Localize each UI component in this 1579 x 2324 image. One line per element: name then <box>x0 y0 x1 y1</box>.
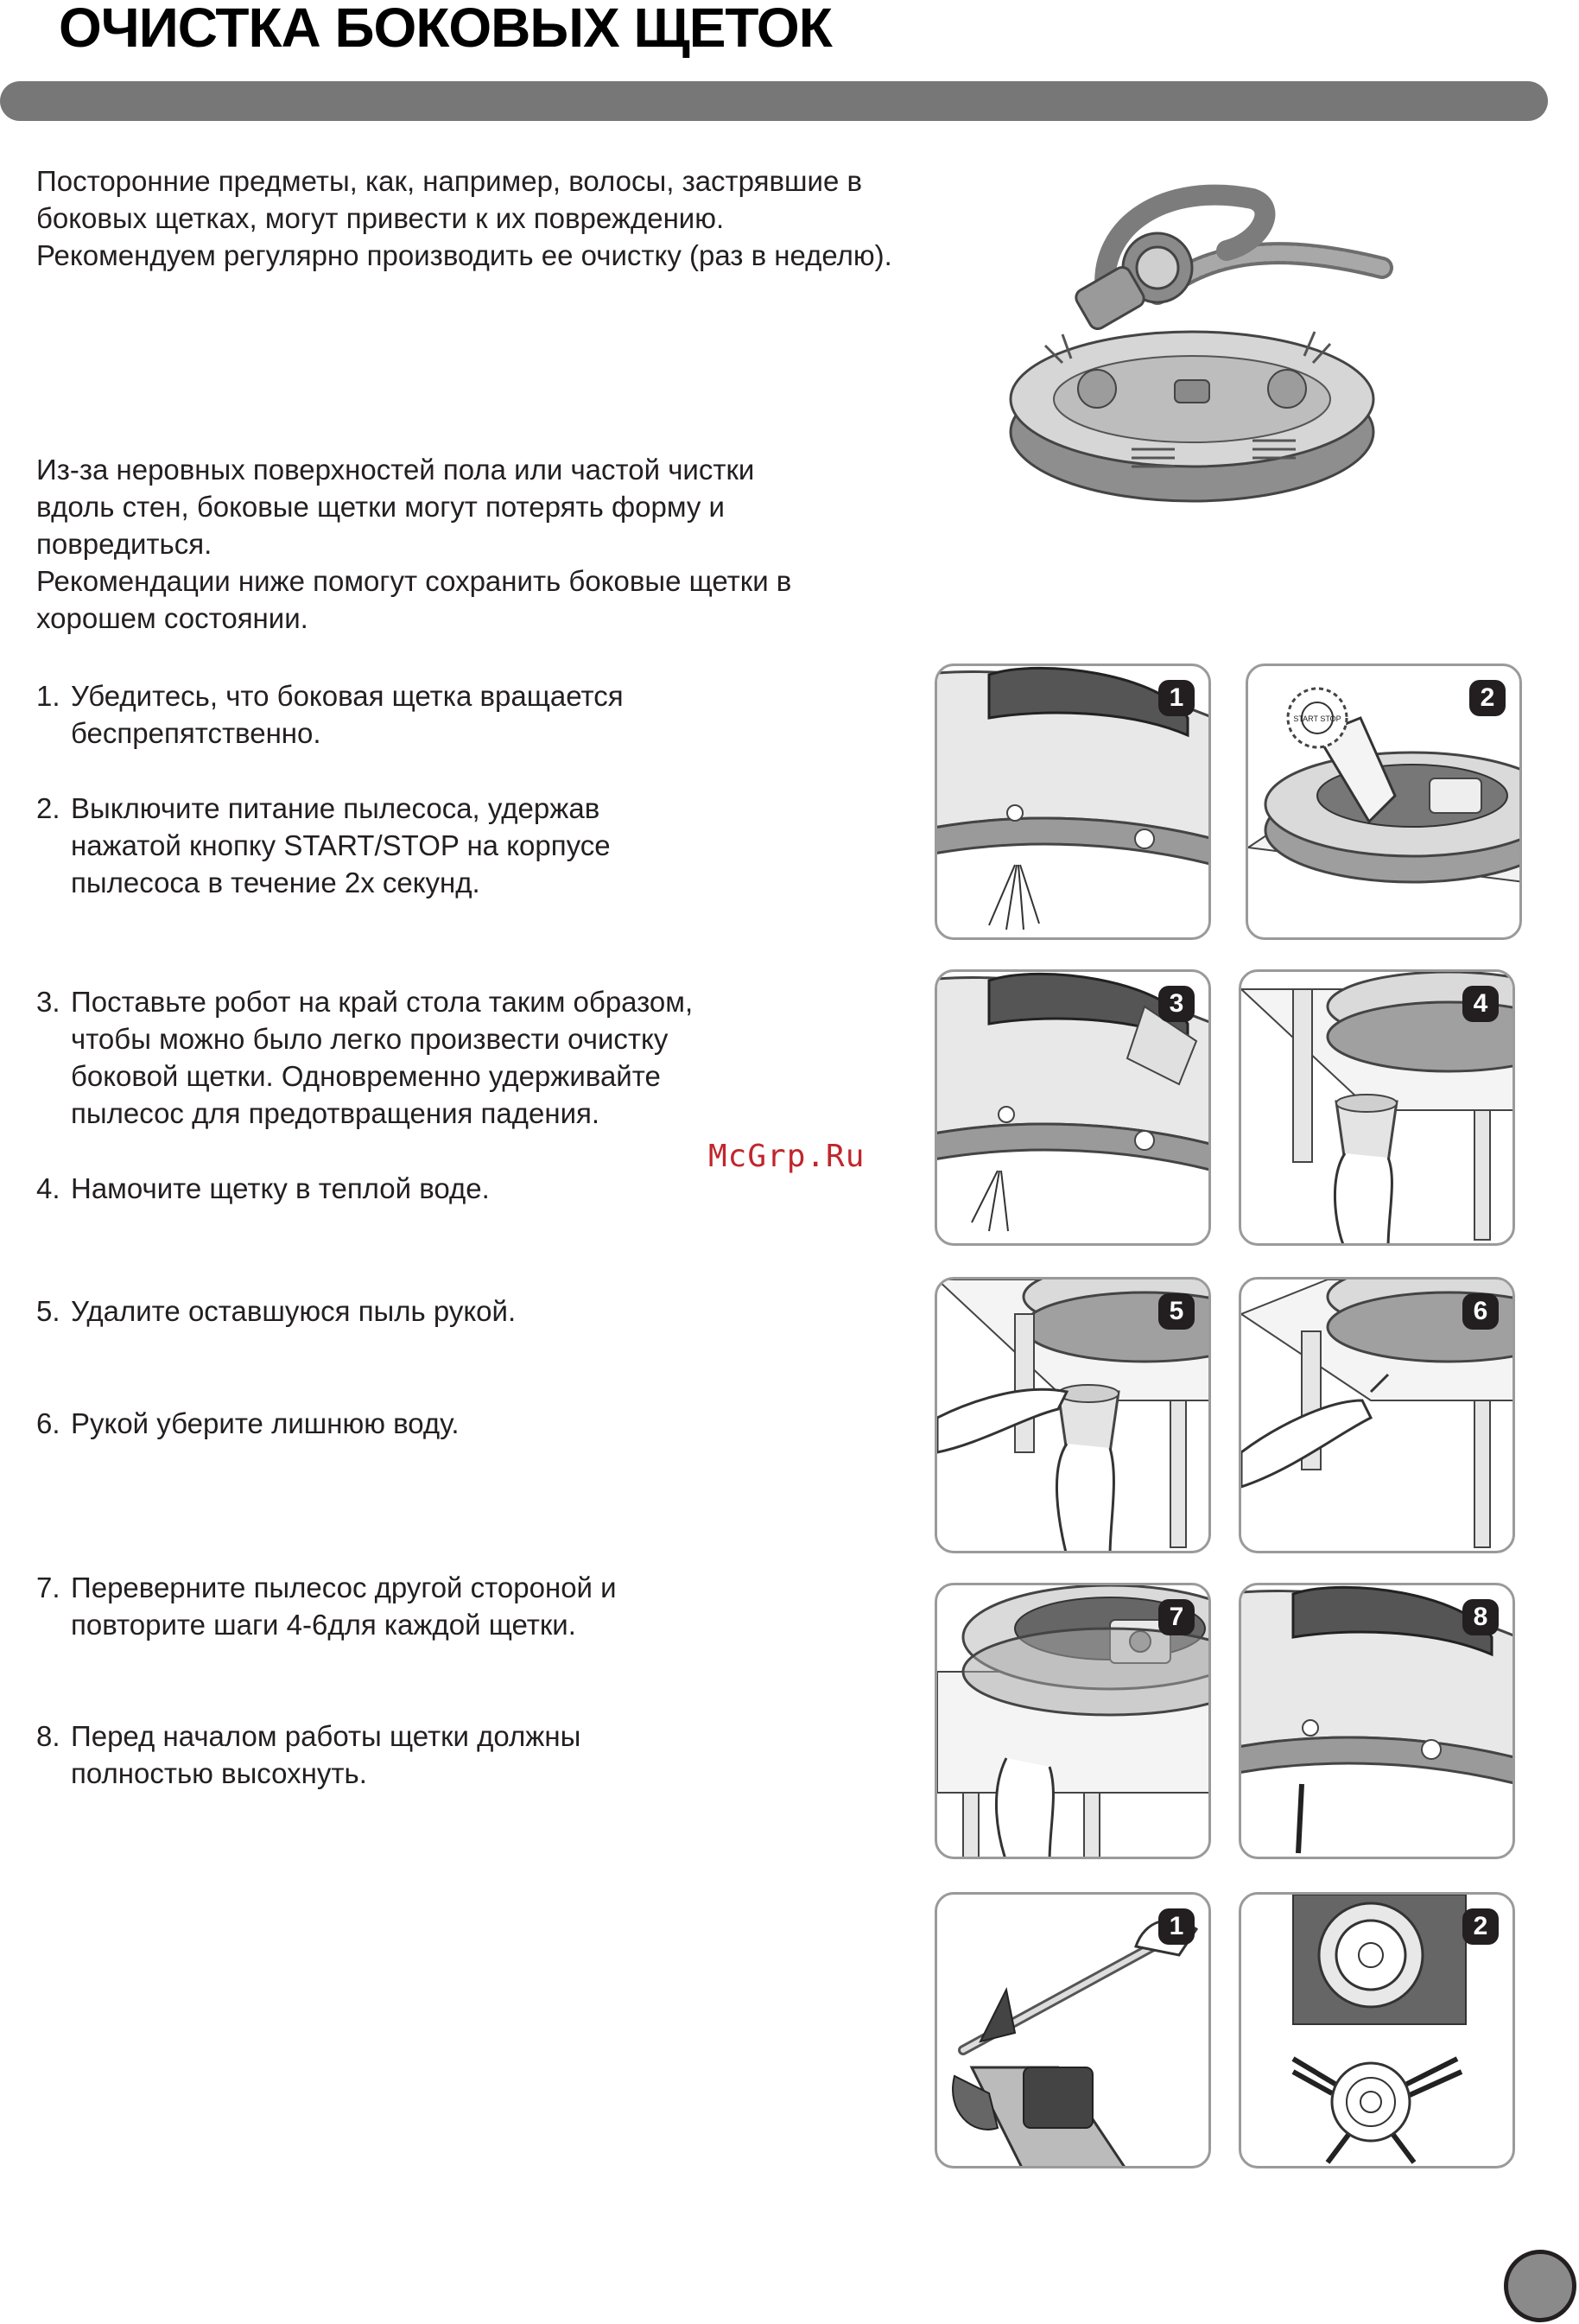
intro-line: Рекомендуем регулярно производить ее очистку (раз в неделю). <box>36 239 892 271</box>
step-text: пылесос для предотвращения падения. <box>71 1097 600 1129</box>
step-panel-8 <box>1239 1583 1515 1859</box>
step-number: 1. <box>36 680 60 712</box>
step-text: повторите шаги 4-6для каждой щетки. <box>71 1609 576 1641</box>
tool-panel-1 <box>935 1892 1211 2168</box>
step-text: полностью высохнуть. <box>71 1757 367 1789</box>
watermark: McGrp.Ru <box>708 1139 866 1174</box>
step-1 <box>36 677 814 752</box>
step-badge: 4 <box>1462 986 1499 1022</box>
step-number: 7. <box>36 1572 60 1603</box>
step-badge: 1 <box>1158 680 1195 716</box>
page-title: ОЧИСТКА БОКОВЫХ ЩЕТОК <box>59 0 832 59</box>
step-panel-7 <box>935 1583 1211 1859</box>
step-text: Убедитесь, что боковая щетка вращается <box>71 680 624 712</box>
step-4 <box>36 1170 814 1207</box>
step-5 <box>36 1292 814 1330</box>
step-text: Удалите оставшуюся пыль рукой. <box>71 1295 517 1327</box>
intro-line: боковых щетках, могут привести к их повреждению. <box>36 202 725 234</box>
intro-line: Посторонние предметы, как, например, волосы, застрявшие в <box>36 165 863 197</box>
advice-line: Из-за неровных поверхностей пола или частой чистки <box>36 454 755 486</box>
step-number: 4. <box>36 1172 60 1204</box>
step-badge: 8 <box>1462 1599 1499 1635</box>
step-7 <box>36 1569 814 1643</box>
step-text: Выключите питание пылесоса, удержав <box>71 792 600 824</box>
step-badge: 5 <box>1158 1293 1195 1330</box>
start-stop-label: START STOP <box>1293 714 1341 723</box>
step-text: пылесоса в течение 2х секунд. <box>71 867 480 898</box>
step-text: Рукой уберите лишнюю воду. <box>71 1407 460 1439</box>
step-panel-4 <box>1239 969 1515 1246</box>
step-badge: 7 <box>1158 1599 1195 1635</box>
step-panel-6 <box>1239 1277 1515 1553</box>
step-number: 5. <box>36 1295 60 1327</box>
step-2 <box>36 790 814 901</box>
page-circle-icon <box>1504 2250 1576 2322</box>
advice-line: Рекомендации ниже помогут сохранить боковые щетки в <box>36 565 792 597</box>
step-badge: 1 <box>1158 1908 1195 1945</box>
step-panel-2 <box>1246 664 1522 940</box>
step-8 <box>36 1718 814 1792</box>
step-panel-5 <box>935 1277 1211 1553</box>
advice-line: хорошем состоянии. <box>36 602 308 634</box>
step-badge: 3 <box>1158 986 1195 1022</box>
title-bar <box>0 81 1548 121</box>
step-panel-1 <box>935 664 1211 940</box>
robot-vacuum-illustration <box>1002 173 1399 523</box>
step-text: Переверните пылесос другой стороной и <box>71 1572 617 1603</box>
tool-panel-2 <box>1239 1892 1515 2168</box>
step-6 <box>36 1405 814 1442</box>
step-badge: 2 <box>1469 680 1506 716</box>
step-number: 3. <box>36 986 60 1018</box>
step-text: боковой щетки. Одновременно удерживайте <box>71 1060 661 1092</box>
step-text: беспрепятственно. <box>71 717 321 749</box>
step-text: Поставьте робот на край стола таким образом, <box>71 986 694 1018</box>
advice-paragraph <box>36 451 791 637</box>
step-badge: 6 <box>1462 1293 1499 1330</box>
advice-line: вдоль стен, боковые щетки могут потерять форму и <box>36 491 725 523</box>
step-number: 6. <box>36 1407 60 1439</box>
step-text: Намочите щетку в теплой воде. <box>71 1172 490 1204</box>
step-3 <box>36 983 814 1132</box>
step-text: Перед началом работы щетки должны <box>71 1720 581 1752</box>
advice-line: повредиться. <box>36 528 212 560</box>
step-badge: 2 <box>1462 1908 1499 1945</box>
intro-paragraph <box>36 162 892 274</box>
step-number: 8. <box>36 1720 60 1752</box>
step-panel-3 <box>935 969 1211 1246</box>
step-text: чтобы можно было легко произвести очистку <box>71 1023 669 1055</box>
step-text: нажатой кнопку START/STOP на корпусе <box>71 829 611 861</box>
step-number: 2. <box>36 792 60 824</box>
